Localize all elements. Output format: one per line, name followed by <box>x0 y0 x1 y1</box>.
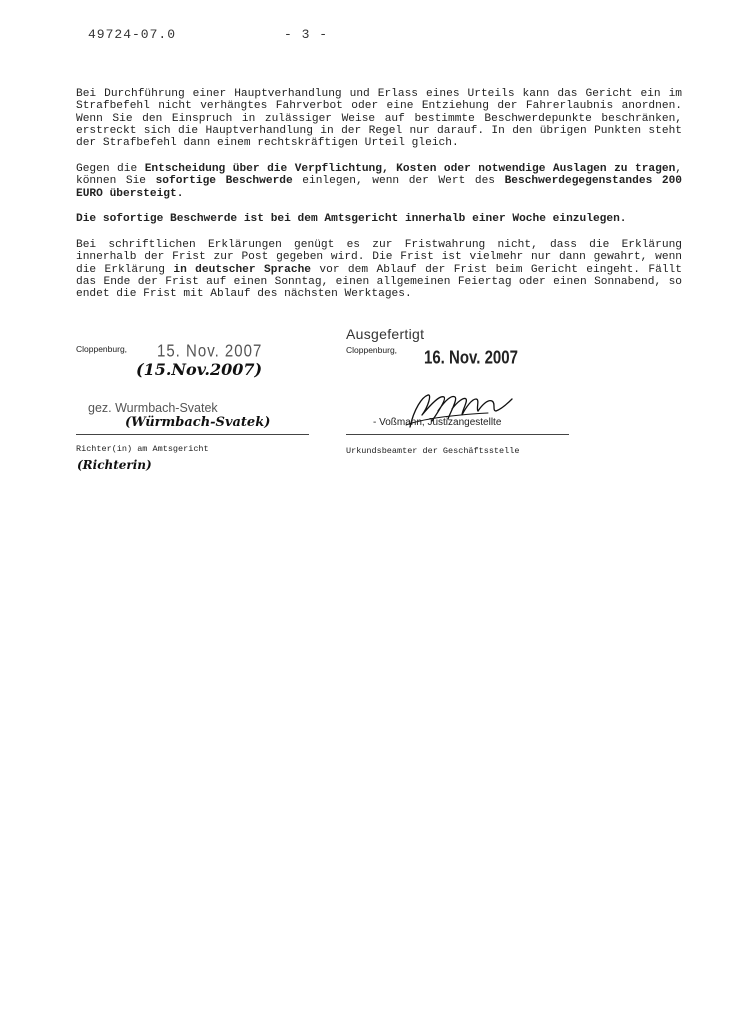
bold-text-segment: Entscheidung über die Verpflichtung, Kosten oder notwendige Auslagen zu tragen <box>144 163 676 175</box>
reference-number: 49724-07.0 <box>88 27 177 42</box>
paragraph-hauptverhandlung <box>76 88 682 149</box>
signature-line-left <box>76 434 309 435</box>
signed-name: gez. Wurmbach-Svatek <box>88 401 218 415</box>
place-left: Cloppenburg, <box>76 344 128 354</box>
handwritten-role: (Richterin) <box>77 458 152 472</box>
handwritten-date: (15.Nov.2007) <box>136 360 263 379</box>
text-segment: vor dem Ablauf der Frist beim Gericht eingeht. Fällt das Ende der Frist auf einen Sonntag, einen allgemeinen Feiertag oder einen Sonnabend, so endet die Frist mit Ablauf des nächsten Werktages. <box>76 263 682 301</box>
paragraph-beschwerde-frist <box>76 213 682 225</box>
stamp-date-right: 16. Nov. 2007 <box>424 348 518 369</box>
paragraph-beschwerde-kosten <box>76 163 682 200</box>
place-right: Cloppenburg, <box>346 345 398 355</box>
handwritten-name: (Würmbach-Svatek) <box>125 415 271 430</box>
signature-line-text: - Voßmann, Justizangestellte <box>373 417 502 428</box>
bold-text-segment: in deutscher Sprache <box>173 263 311 276</box>
bold-text-segment: sofortige Beschwerde <box>155 175 293 188</box>
page-number: - 3 - <box>284 27 329 42</box>
bold-text-segment: Die sofortige Beschwerde ist bei dem Amtsgericht innerhalb einer Woche einzulegen. <box>76 213 627 225</box>
text-segment: einlegen, wenn der Wert des <box>292 175 505 188</box>
text-segment: Gegen die <box>76 163 145 175</box>
text-segment: , können Sie <box>76 163 682 188</box>
signature-line-right <box>346 434 569 435</box>
bold-text-segment: Beschwerdegegenstandes 200 EURO übersteigt. <box>76 175 682 200</box>
clerk-role: Urkundsbeamter der Geschäftsstelle <box>346 446 520 456</box>
text-segment: Bei schriftlichen Erklärungen genügt es zur Fristwahrung nicht, dass die Erklärung innerhalb der Frist zur Post gegeben wird. Die Frist ist vielmehr nur dann gewahrt, wenn die Erklärung <box>76 239 682 276</box>
ausgefertigt-heading: Ausgefertigt <box>346 326 425 342</box>
stamp-date-left: 15. Nov. 2007 <box>157 341 263 362</box>
text-segment: Bei Durchführung einer Hauptverhandlung und Erlass eines Urteils kann das Gericht ein im Strafbefehl nicht verhängtes Fahrverbot oder eine Entziehung der Fahrerlaubnis anordnen. Wenn Sie den Einspruch in zulässiger Weise auf bestimmte Beschwerdepunkte beschränken, erstreckt sich die Hauptverhandlung in der Regel nur darauf. In den übrigen Punkten steht der Strafbefehl dann einem rechtskräftigen Urteil gleich. <box>76 88 682 150</box>
judge-role: Richter(in) am Amtsgericht <box>76 444 209 454</box>
paragraph-fristwahrung <box>76 239 682 300</box>
